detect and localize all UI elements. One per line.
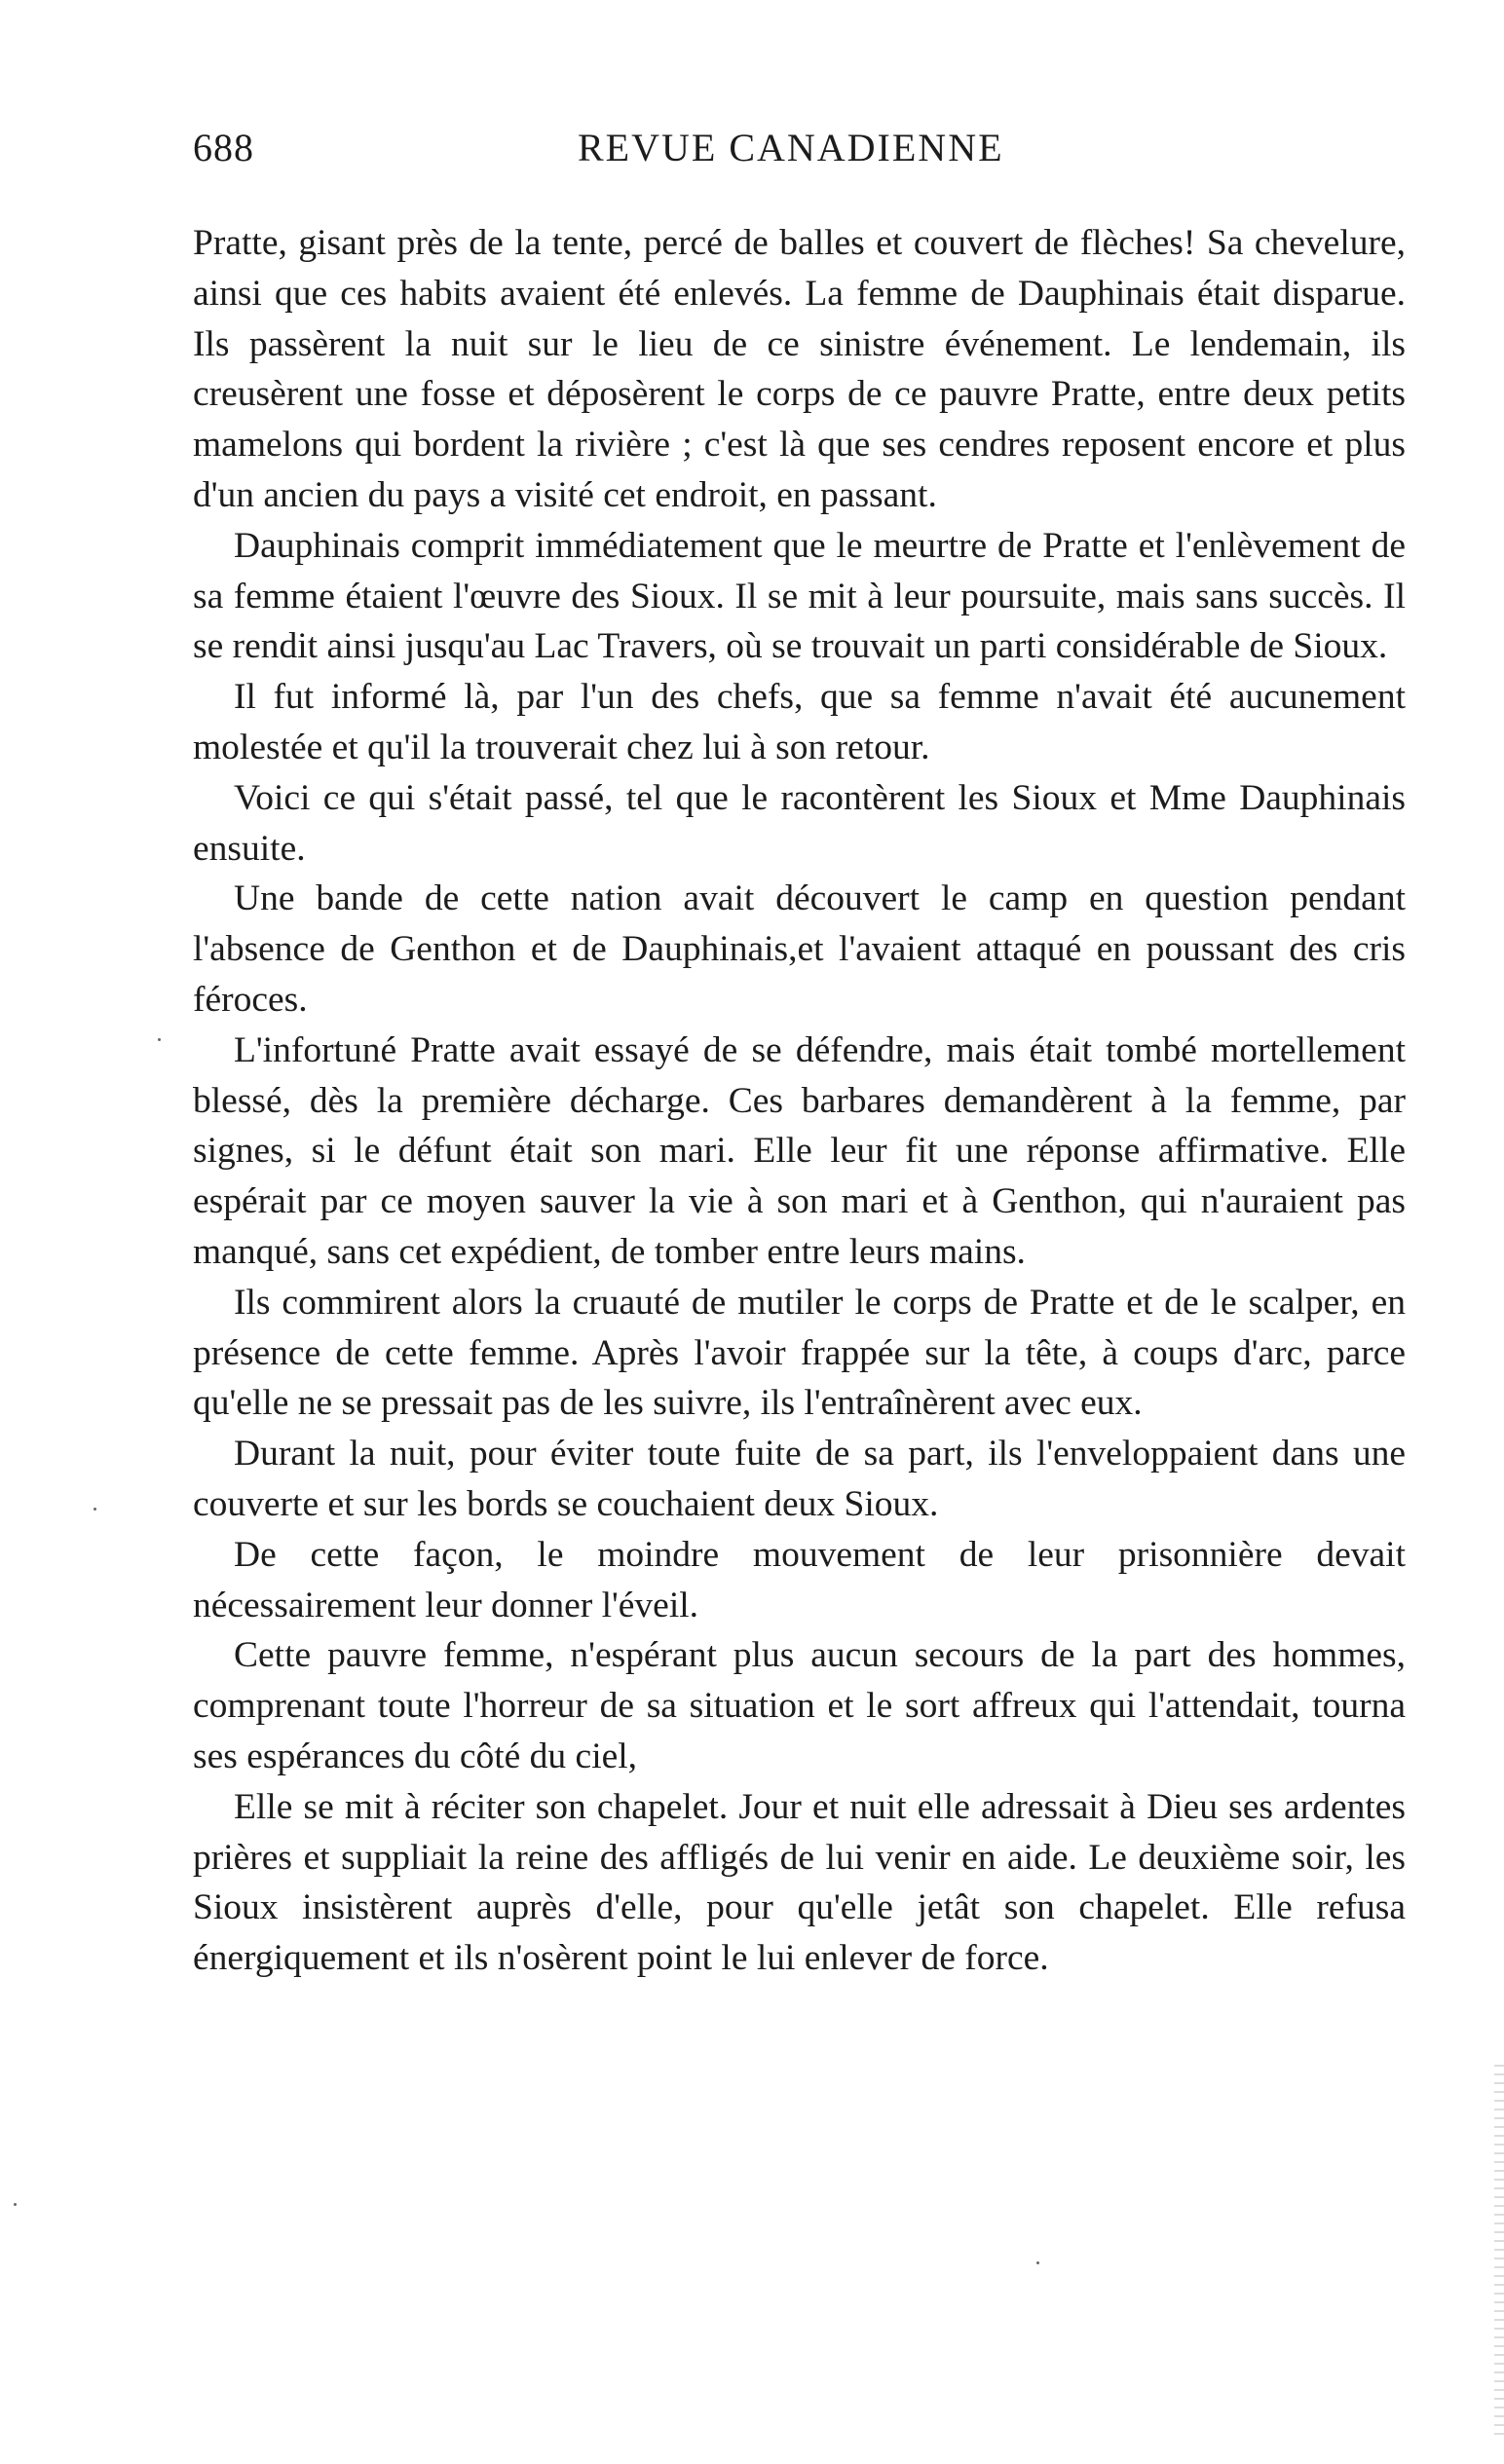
paragraph: Cette pauvre femme, n'espérant plus aucun secours de la part des hommes, comprenant toute l'horreur de sa situation et le sort affreux qui l'attendait, tourna ses espérances du côté du ciel,: [193, 1635, 1406, 1776]
paragraph: De cette façon, le moindre mouvement de leur prisonnière devait nécessairement leur donner l'éveil.: [193, 1534, 1406, 1625]
paragraph: Dauphinais comprit immédiatement que le meurtre de Pratte et l'enlèvement de sa femme étaient l'œuvre des Sioux. Il se mit à leur poursuite, mais sans succès. Il se rendit ainsi jusqu'au Lac Travers, où se trouvait un parti considérable de Sioux.: [193, 525, 1406, 667]
running-head: [193, 125, 1401, 183]
scan-speck: [14, 2203, 17, 2206]
scan-speck: [1036, 2261, 1039, 2264]
paragraph: Il fut informé là, par l'un des chefs, que sa femme n'avait été aucunement molestée et qu'il la trouverait chez lui à son retour.: [193, 677, 1406, 767]
scan-edge-mark: [1494, 2065, 1504, 2435]
paragraph: Ils commirent alors la cruauté de mutiler le corps de Pratte et de le scalper, en présence de cette femme. Après l'avoir frappée sur la tête, à coups d'arc, parce qu'elle ne se pressait pas de les suivre, ils l'entraînèrent avec eux.: [193, 1282, 1406, 1424]
paragraph: Durant la nuit, pour éviter toute fuite de sa part, ils l'enveloppaient dans une couverte et sur les bords se couchaient deux Sioux.: [193, 1434, 1406, 1524]
paragraph-continuation: Pratte, gisant près de la tente, percé de balles et couvert de flèches! Sa chevelure, ainsi que ces habits avaient été enlevés. La femme de Dauphinais était disparue. Ils passèrent la nuit sur le lieu de ce sinistre événement. Le lendemain, ils creusèrent une fosse et déposèrent le corps de ce pauvre Pratte, entre deux petits mamelons qui bordent la rivière ; c'est là que ses cendres reposent encore et plus d'un ancien du pays a visité cet endroit, en passant.: [193, 223, 1406, 515]
scan-speck: [158, 1038, 161, 1041]
paragraph: Voici ce qui s'était passé, tel que le racontèrent les Sioux et Mme Dauphinais ensuite.: [193, 777, 1406, 869]
page-number: 688: [193, 126, 254, 169]
paragraph: Une bande de cette nation avait découvert le camp en question pendant l'absence de Genthon et de Dauphinais,et l'avaient attaqué en poussant des cris féroces.: [193, 878, 1406, 1020]
paragraph: Elle se mit à réciter son chapelet. Jour et nuit elle adressait à Dieu ses ardentes prières et suppliait la reine des affligés de lui venir en aide. Le deuxième soir, les Sioux insistèrent auprès d'elle, pour qu'elle jetât son chapelet. Elle refusa énergiquement et ils n'osèrent point le lui enlever de force.: [193, 1786, 1406, 1979]
journal-title: REVUE CANADIENNE: [578, 126, 1004, 169]
body-text: [193, 218, 1406, 1984]
paragraph: L'infortuné Pratte avait essayé de se défendre, mais était tombé mortellement blessé, dès la première décharge. Ces barbares demandèrent à la femme, par signes, si le défunt était son mari. Elle leur fit une réponse affirmative. Elle espérait par ce moyen sauver la vie à son mari et à Genthon, qui n'auraient pas manqué, sans cet expédient, de tomber entre leurs mains.: [193, 1029, 1406, 1272]
scan-speck: [94, 1508, 96, 1511]
